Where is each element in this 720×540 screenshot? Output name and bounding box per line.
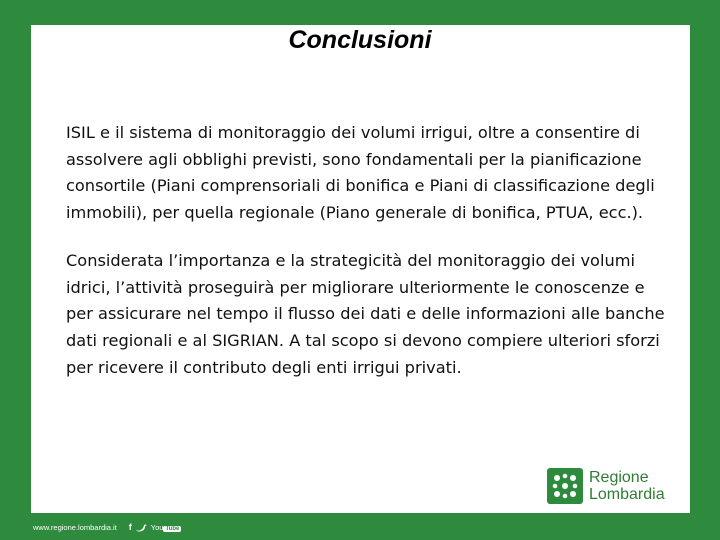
youtube-icon[interactable]: You Tube <box>150 522 180 532</box>
twitter-icon[interactable] <box>136 523 147 532</box>
slide-body <box>66 120 666 402</box>
paragraph-1: ISIL e il sistema di monitoraggio dei volumi irrigui, oltre a consentire di assolvere agli obblighi previsti, sono fondamentali per la pianificazione consortile (Piani comprensoriali di bonifica e Piani di classificazione degli immobili), per quella regionale (Piano generale di bonifica, PTUA, ecc.). <box>66 123 655 223</box>
logo-line-1: Regione <box>589 469 649 486</box>
footer-url[interactable]: www.regione.lombardia.it <box>33 522 117 532</box>
page-title: Conclusioni <box>288 26 432 54</box>
paragraph-2: Considerata l’importanza e la strategicità del monitoraggio dei volumi idrici, l’attività proseguirà per migliorare ulteriormente le conoscenze e per assicurare nel tempo il flusso dei dati e delle informazioni alle banche dati regionali e al SIGRIAN. A tal scopo si devono compiere ulteriori sforzi per ricevere il contributo degli enti irrigui privati. <box>66 250 665 377</box>
social-links <box>129 522 182 532</box>
facebook-icon[interactable]: f <box>128 522 132 532</box>
footer <box>33 519 181 535</box>
title-area <box>0 0 720 58</box>
logo-text <box>589 469 665 503</box>
regione-lombardia-logo <box>547 466 665 506</box>
rosa-camuna-icon <box>547 468 583 504</box>
logo-line-2: Lombardia <box>589 486 665 503</box>
